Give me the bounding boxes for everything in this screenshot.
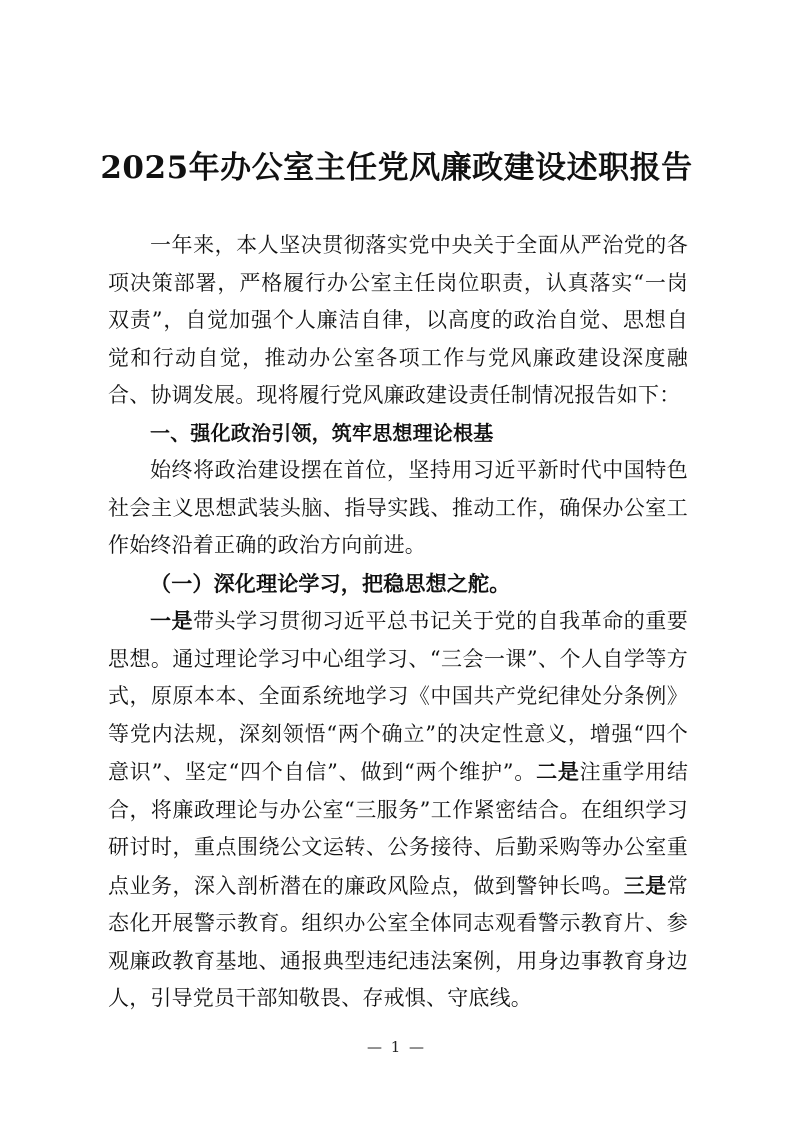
point-text-3: 常态化开展警示教育。组织办公室全体同志观看警示教育片、参观廉政教育基地、通报典型违纪违法案例，用身边事教育身边人，引导党员干部知敬畏、存戒惧、守底线。 xyxy=(108,873,688,1010)
intro-paragraph: 一年来，本人坚决贯彻落实党中央关于全面从严治党的各项决策部署，严格履行办公室主任岗位职责，认真落实“一岗双责”，自觉加强个人廉洁自律，以高度的政治自觉、思想自觉和行动自觉，推动办公室各项工作与党风廉政建设深度融合、协调发展。现将履行党风廉政建设责任制情况报告如下： xyxy=(108,233,688,407)
point-text-2: 注重学用结合，将廉政理论与办公室“三服务”工作紧密结合。在组织学习研讨时，重点围绕公文运转、公务接待、后勤采购等办公室重点业务，深入剖析潜在的廉政风险点，做到警钟长鸣。 xyxy=(108,760,689,898)
section-heading: 一、强化政治引领，筑牢思想理论根基 xyxy=(150,420,494,445)
point-lead-1: 一是 xyxy=(150,608,194,633)
document-body xyxy=(108,227,688,1018)
page-number: — 1 — xyxy=(366,1038,427,1056)
point-lead-3: 三是 xyxy=(623,872,667,898)
subsection-heading: （一）深化理论学习，把稳思想之舵。 xyxy=(150,570,511,596)
section-paragraph: 始终将政治建设摆在首位，坚持用习近平新时代中国特色社会主义思想武装头脑、指导实践、推动工作，确保办公室工作始终沿着正确的政治方向前进。 xyxy=(108,458,688,557)
point-text-1: 带头学习贯彻习近平总书记关于党的自我革命的重要思想。通过理论学习中心组学习、“三会一课”、个人自学等方式，原原本本、全面系统地学习《中国共产党纪律处分条例》等党内法规，深刻领悟“两个确立”的决定性意义，增强“四个意识”、坚定“四个自信”、做到“两个维护”。 xyxy=(108,609,688,784)
point-lead-2: 二是 xyxy=(536,759,580,784)
subsection-paragraph xyxy=(108,602,688,1018)
document-title: 2025年办公室主任党风廉政建设述职报告 xyxy=(100,150,693,186)
